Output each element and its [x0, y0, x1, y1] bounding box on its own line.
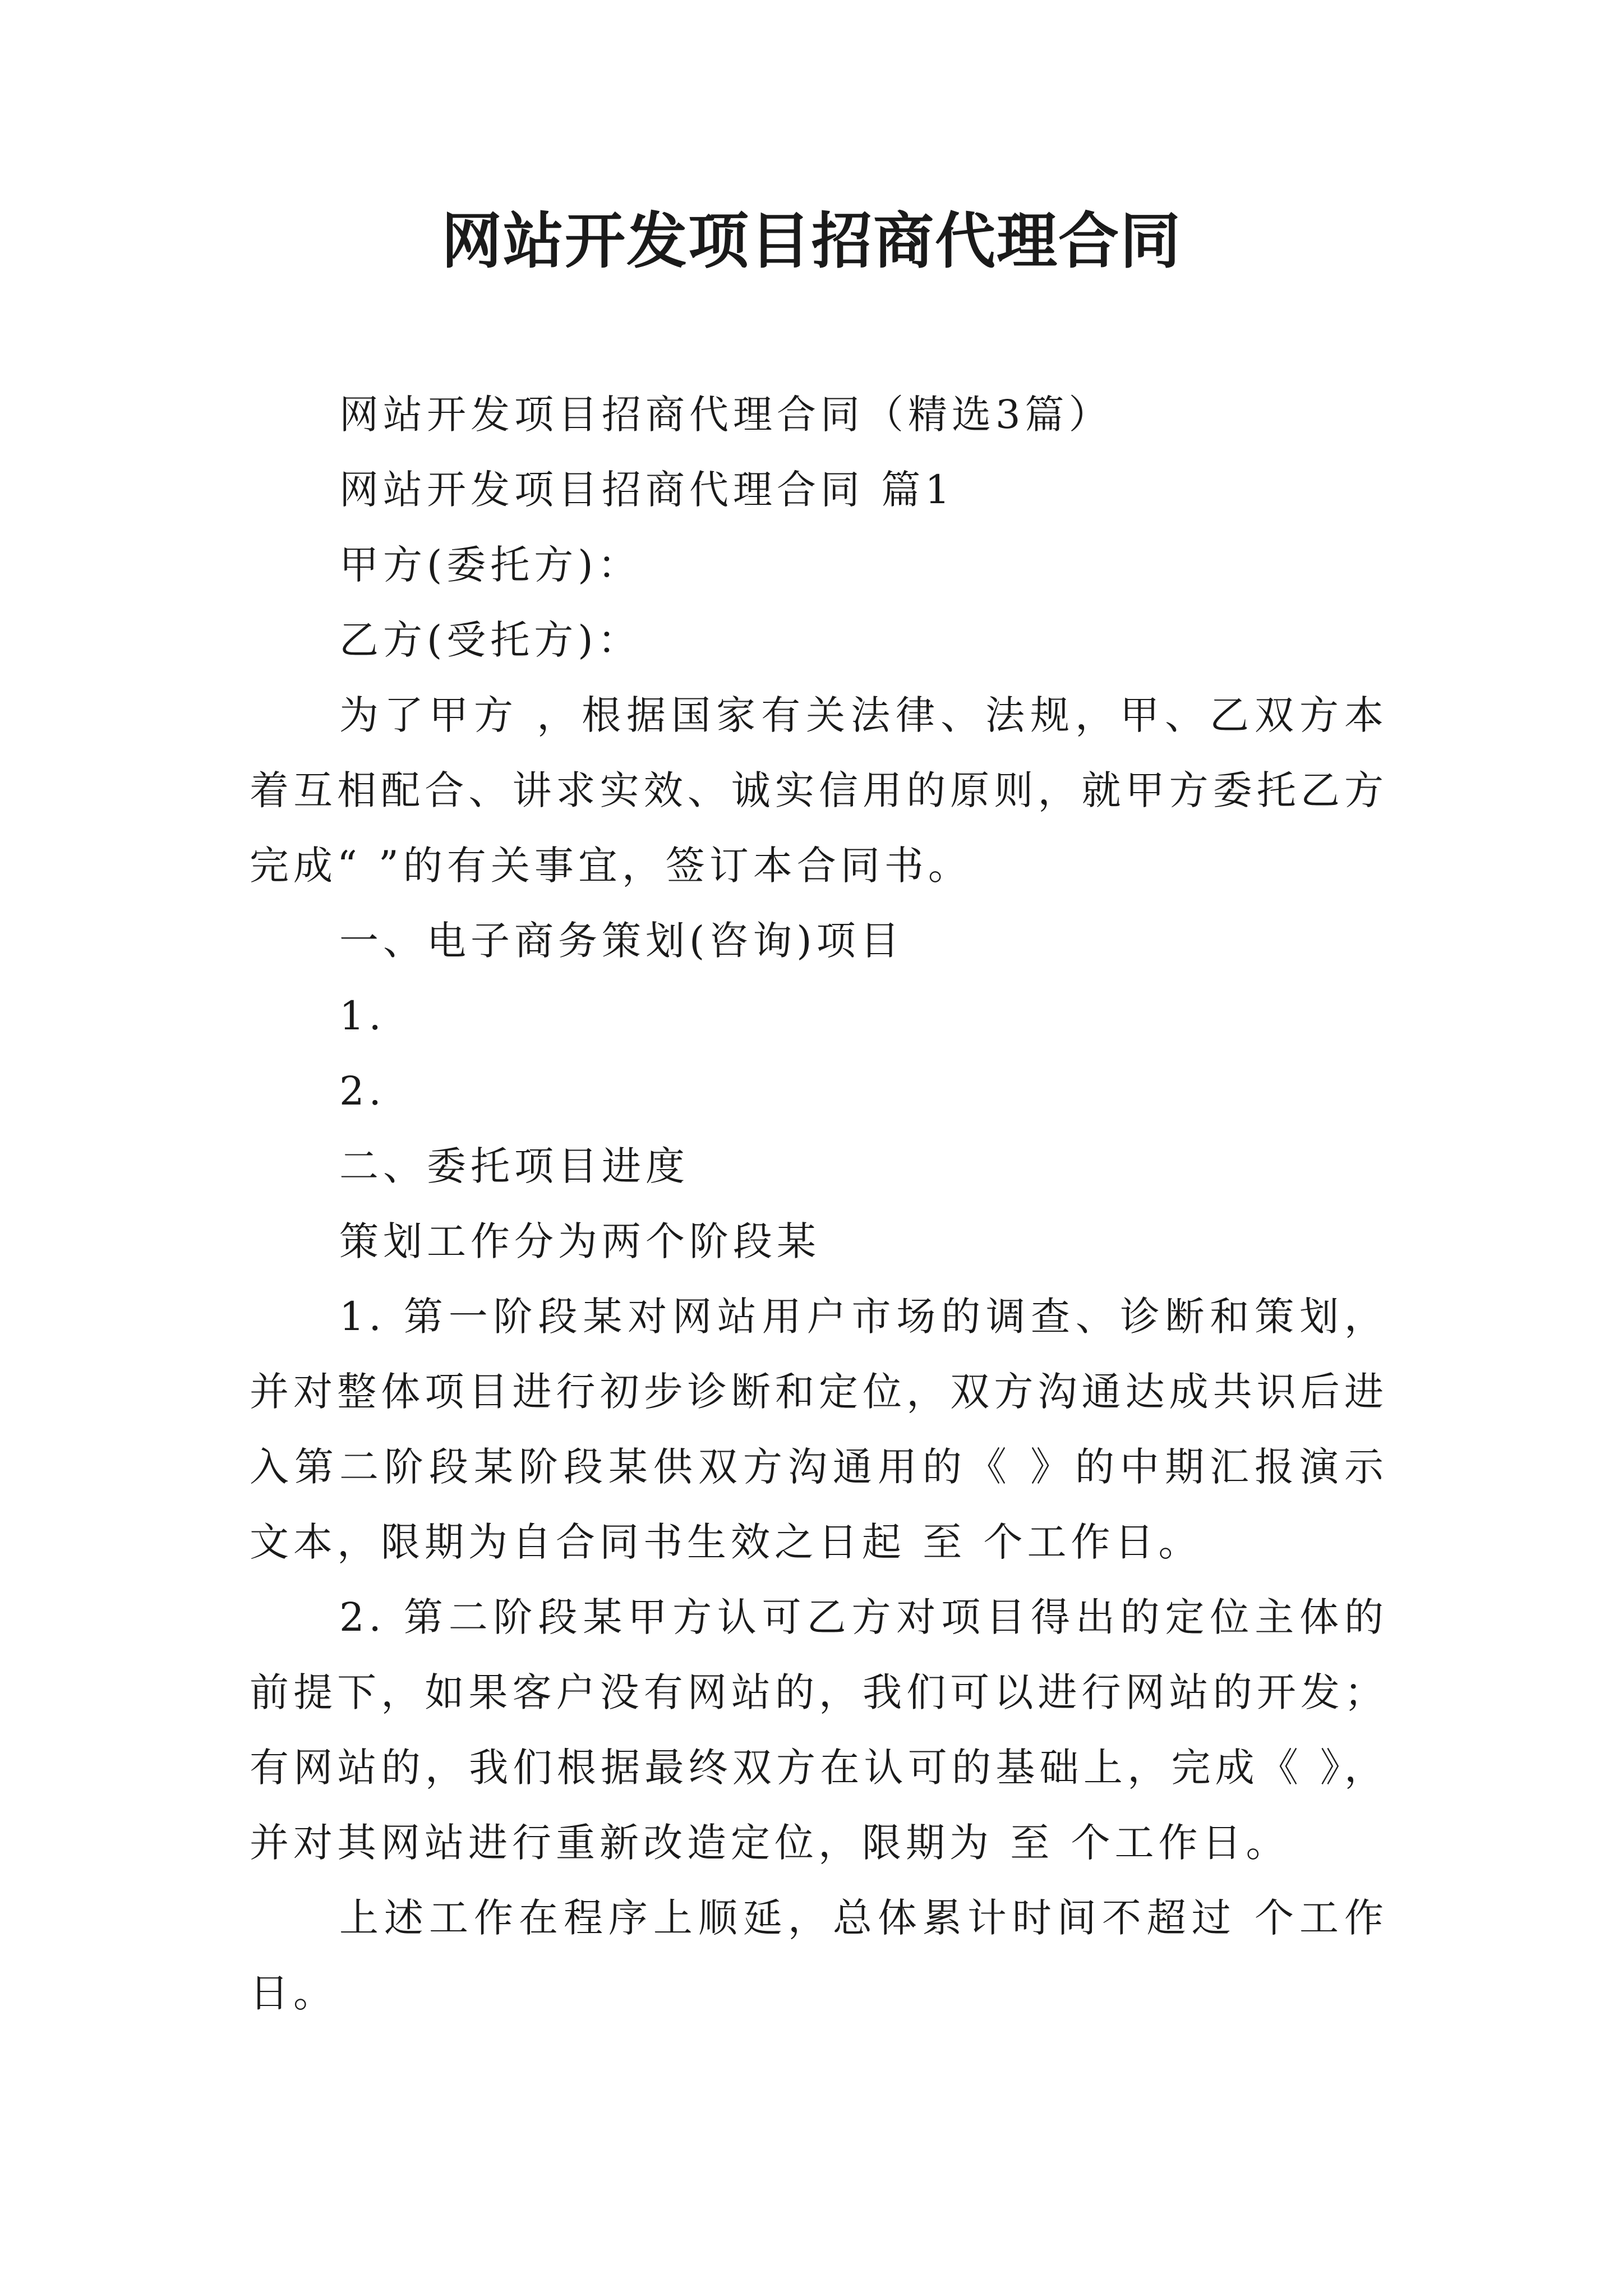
list-item-2: 2. [339, 1068, 386, 1114]
document-title: 网站开发项目招商代理合同 [441, 206, 1182, 277]
paragraph-party-b: 乙方(受托方)： [339, 617, 642, 663]
paragraph-preamble: 为了甲方 ，根据国家有关法律、法规，甲、乙双方本着互相配合、讲求实效、诚实信用的原则，就甲方委托乙方完成“ ”的有关事宜，签订本合同书。 [250, 692, 1388, 889]
paragraph-party-a: 甲方(委托方)： [339, 542, 642, 588]
document-body [250, 377, 1388, 2031]
paragraph-stages-intro: 策划工作分为两个阶段某 [339, 1218, 820, 1264]
paragraph-total-time: 上述工作在程序上顺延，总体累计时间不超过 个工作日。 [250, 1895, 1388, 2016]
paragraph-stage-1: 1. 第一阶段某对网站用户市场的调查、诊断和策划，并对整体项目进行初步诊断和定位，双方沟通达成共识后进入第二阶段某阶段某供双方沟通用的《 》的中期汇报演示文本，限期为自合同书生效之日起 至 个工作日。 [250, 1294, 1388, 1565]
paragraph-stage-2: 2. 第二阶段某甲方认可乙方对项目得出的定位主体的前提下，如果客户没有网站的，我们可以进行网站的开发；有网站的，我们根据最终双方在认可的基础上，完成《 》，并对其网站进行重新改造定位，限期为 至 个工作日。 [250, 1594, 1388, 1866]
section-heading-2: 二、委托项目进度 [339, 1143, 689, 1189]
paragraph-collection-title: 网站开发项目招商代理合同（精选3篇） [339, 392, 1113, 438]
list-item-1: 1. [339, 993, 386, 1039]
paragraph-part-heading: 网站开发项目招商代理合同 篇1 [339, 467, 955, 513]
section-heading-1: 一、电子商务策划(咨询)项目 [339, 918, 904, 964]
